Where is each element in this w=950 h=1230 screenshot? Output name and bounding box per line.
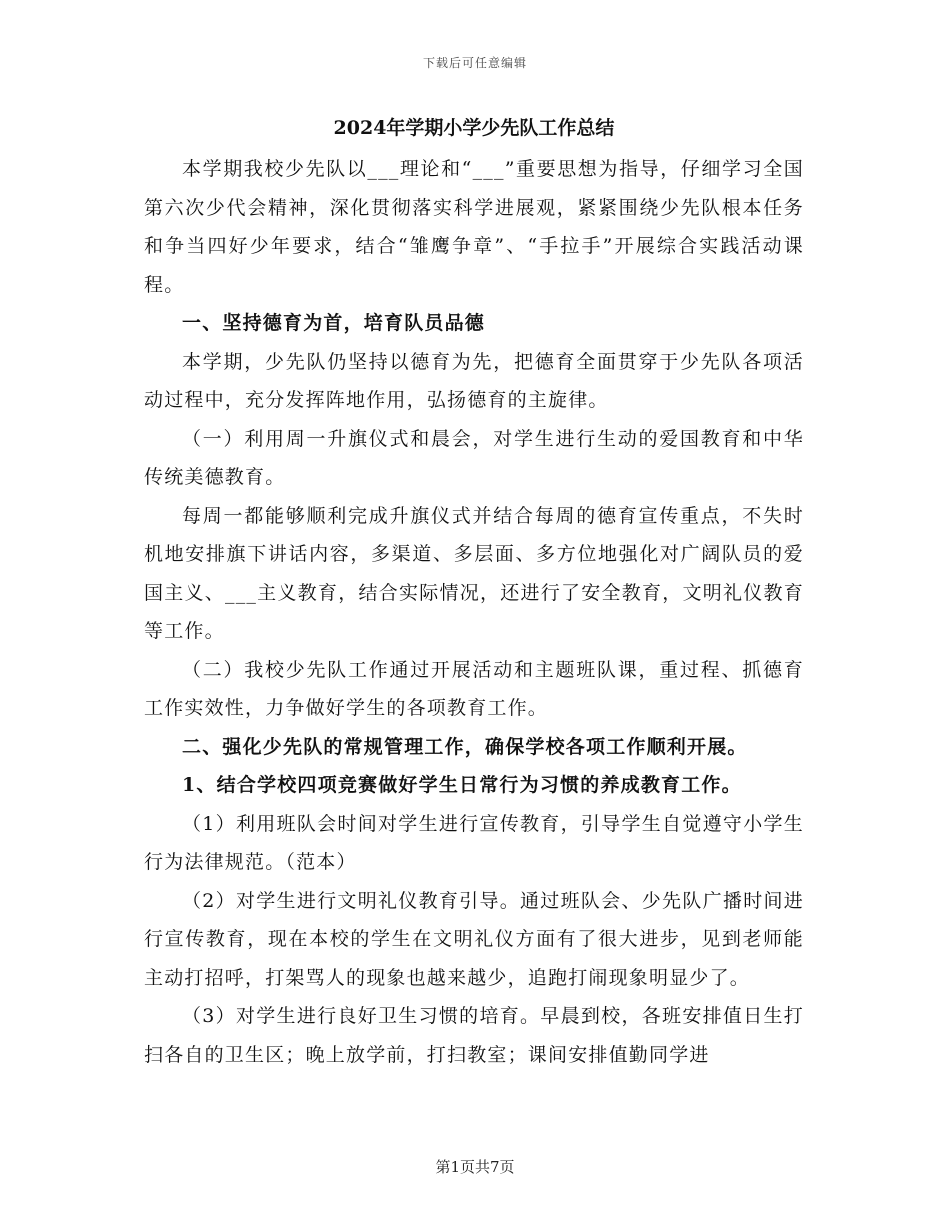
body-paragraph: （1）利用班队会时间对学生进行宣传教育，引导学生自觉遵守小学生行为法律规范。（范本） <box>144 812 804 873</box>
page-number-footer: 第1页共7页 <box>435 1158 515 1176</box>
body-paragraph: （3）对学生进行良好卫生习惯的培育。早晨到校，各班安排值日生打扫各自的卫生区；晚上放学前，打扫教室；课间安排值勤同学进 <box>144 1005 804 1066</box>
body-paragraph: （2）对学生进行文明礼仪教育引导。通过班队会、少先队广播时间进行宣传教育，现在本校的学生在文明礼仪方面有了很大进步，见到老师能主动打招呼，打架骂人的现象也越来越少，追跑打闹现象明显少了。 <box>144 889 804 989</box>
body-paragraph: 本学期，少先队仍坚持以德育为先，把德育全面贯穿于少先队各项活动过程中，充分发挥阵地作用，弘扬德育的主旋律。 <box>144 350 804 411</box>
body-paragraph: （一）利用周一升旗仪式和晨会，对学生进行生动的爱国教育和中华传统美德教育。 <box>144 427 804 488</box>
body-paragraph: 每周一都能够顺利完成升旗仪式并结合每周的德育宣传重点，不失时机地安排旗下讲话内容，多渠道、多层面、多方位地强化对广阔队员的爱国主义、___主义教育，结合实际情况，还进行了安全教育，文明礼仪教育等工作。 <box>144 504 804 642</box>
header-note: 下载后可任意编辑 <box>422 56 527 70</box>
subsection-heading: 1、结合学校四项竞赛做好学生日常行为习惯的养成教育工作。 <box>182 774 742 796</box>
section-heading-1: 一、坚持德育为首，培育队员品德 <box>182 312 486 334</box>
document-title: 2024年学期小学少先队工作总结 <box>333 117 615 139</box>
body-paragraph: （二）我校少先队工作通过开展活动和主题班队课，重过程、抓德育工作实效性，力争做好学生的各项教育工作。 <box>144 658 804 719</box>
section-heading-2: 二、强化少先队的常规管理工作，确保学校各项工作顺利开展。 <box>182 735 748 758</box>
intro-paragraph: 本学期我校少先队以___理论和“___”重要思想为指导，仔细学习全国第六次少代会精神，深化贯彻落实科学进展观，紧紧围绕少先队根本任务和争当四好少年要求，结合“雏鹰争章”、“手拉手”开展综合实践活动课程。 <box>144 158 804 296</box>
document-body <box>144 112 804 1074</box>
